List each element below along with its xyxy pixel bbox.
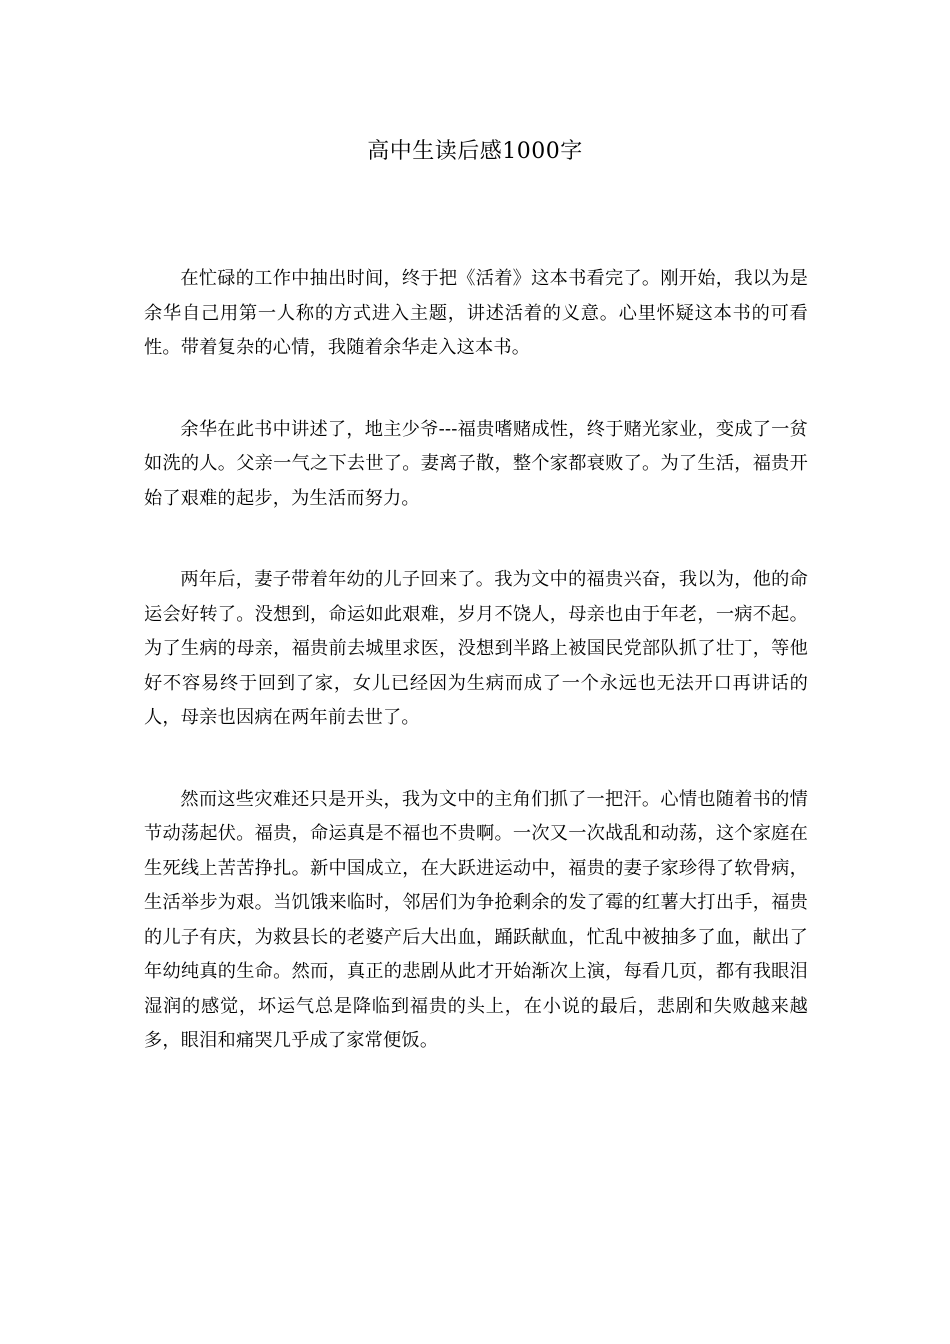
paragraph-3: 两年后，妻子带着年幼的儿子回来了。我为文中的福贵兴奋，我以为，他的命运会好转了。没想到，命运如此艰难，岁月不饶人，母亲也由于年老，一病不起。为了生病的母亲，福贵前去城里求医，没想到半路上被国民党部队抓了壮丁，等他好不容易终于回到了家，女儿已经因为生病而成了一个永远也无法开口再讲话的人，母亲也因病在两年前去世了。 xyxy=(144,569,808,728)
document-title: 高中生读后感1000字 xyxy=(367,139,583,164)
paragraph-1: 在忙碌的工作中抽出时间，终于把《活着》这本书看完了。刚开始，我以为是余华自己用第一人称的方式进入主题，讲述活着的义意。心里怀疑这本书的可看性。带着复杂的心情，我随着余华走入这本书。 xyxy=(144,268,808,358)
paragraph-2: 余华在此书中讲述了，地主少爷---福贵嗜赌成性，终于赌光家业，变成了一贫如洗的人。父亲一气之下去世了。妻离子散，整个家都衰败了。为了生活，福贵开始了艰难的起步，为生活而努力。 xyxy=(144,418,808,509)
paragraph-4: 然而这些灾难还只是开头，我为文中的主角们抓了一把汗。心情也随着书的情节动荡起伏。福贵，命运真是不福也不贵啊。一次又一次战乱和动荡，这个家庭在生死线上苦苦挣扎。新中国成立，在大跃进运动中，福贵的妻子家珍得了软骨病，生活举步为艰。当饥饿来临时，邻居们为争抢剩余的发了霉的红薯大打出手，福贵的儿子有庆，为救县长的老婆产后大出血，踊跃献血，忙乱中被抽多了血，献出了年幼纯真的生命。然而，真正的悲剧从此才开始渐次上演，每看几页，都有我眼泪湿润的感觉，坏运气总是降临到福贵的头上，在小说的最后，悲剧和失败越来越多，眼泪和痛哭几乎成了家常便饭。 xyxy=(144,788,808,1051)
document-body xyxy=(144,262,808,1106)
